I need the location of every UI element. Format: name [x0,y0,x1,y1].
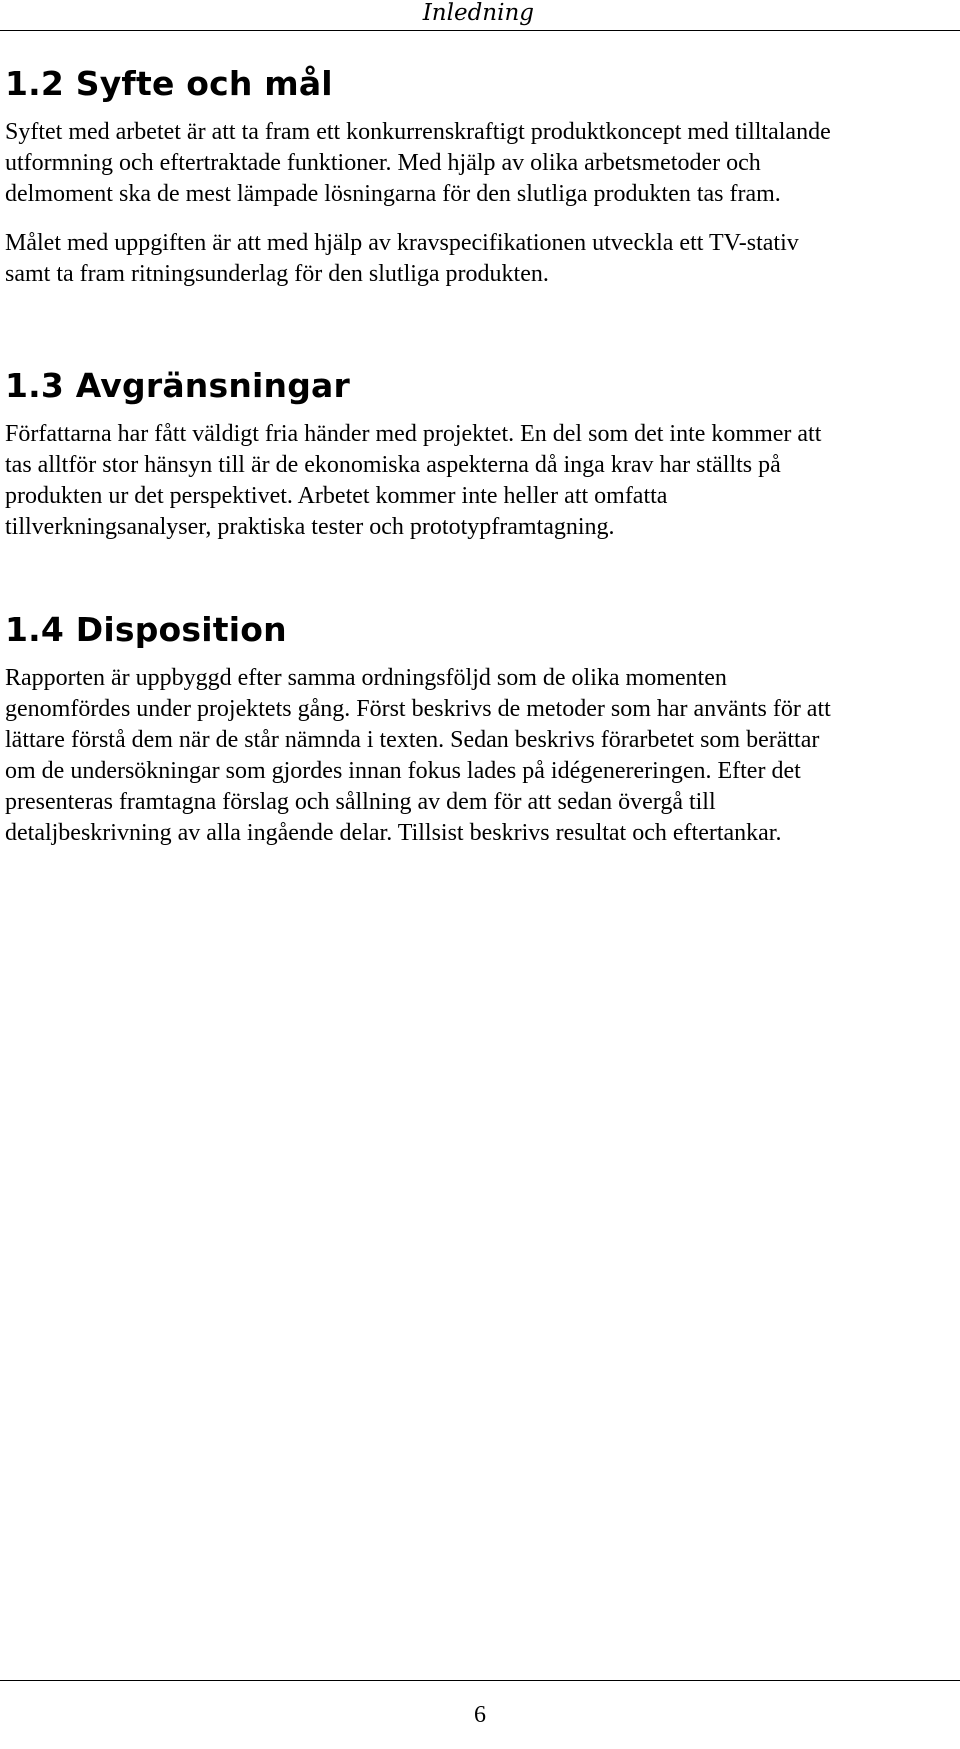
paragraph [5,228,957,290]
paragraph [5,117,957,210]
text-line: genomfördes under projektets gång. Först beskrivs de metoder som har använts för att [5,696,831,722]
section-syfte-och-mal [5,64,957,290]
text-line: Författarna har fått väldigt fria händer med projektet. En del som det inte kommer att [5,421,822,447]
text-line: produkten ur det perspektivet. Arbetet kommer inte heller att omfatta [5,483,668,509]
running-header [0,0,960,31]
section-heading: 1.2 Syfte och mål [5,64,333,103]
section-heading: 1.3 Avgränsningar [5,366,350,405]
page-number: 6 [474,1702,486,1728]
section-heading: 1.4 Disposition [5,610,287,649]
text-line: samt ta fram ritningsunderlag för den slutliga produkten. [5,261,549,287]
text-line: tillverkningsanalyser, praktiska tester och prototypframtagning. [5,514,615,540]
text-line: lättare förstå dem när de står nämnda i texten. Sedan beskrivs förarbetet som berättar [5,727,820,753]
text-line: om de undersökningar som gjordes innan fokus lades på idégenereringen. Efter det [5,758,801,784]
paragraph [5,663,957,849]
section-disposition [5,610,957,849]
text-line: Rapporten är uppbyggd efter samma ordningsföljd som de olika momenten [5,665,727,691]
text-line: presenteras framtagna förslag och sållning av dem för att sedan övergå till [5,789,716,815]
text-line: utformning och eftertraktade funktioner. Med hjälp av olika arbetsmetoder och [5,150,761,176]
section-avgransningar [5,366,957,543]
text-line: Målet med uppgiften är att med hjälp av kravspecifikationen utveckla ett TV-stativ [5,230,799,256]
paragraph [5,419,957,543]
text-line: Syftet med arbetet är att ta fram ett konkurrenskraftigt produktkoncept med tilltalande [5,119,831,145]
running-header-title: Inledning [422,0,534,26]
text-line: detaljbeskrivning av alla ingående delar. Tillsist beskrivs resultat och eftertankar. [5,820,782,846]
text-line: delmoment ska de mest lämpade lösningarna för den slutliga produkten tas fram. [5,181,781,207]
text-line: tas alltför stor hänsyn till är de ekonomiska aspekterna då inga krav har ställts på [5,452,781,478]
footer-divider [0,1680,960,1681]
